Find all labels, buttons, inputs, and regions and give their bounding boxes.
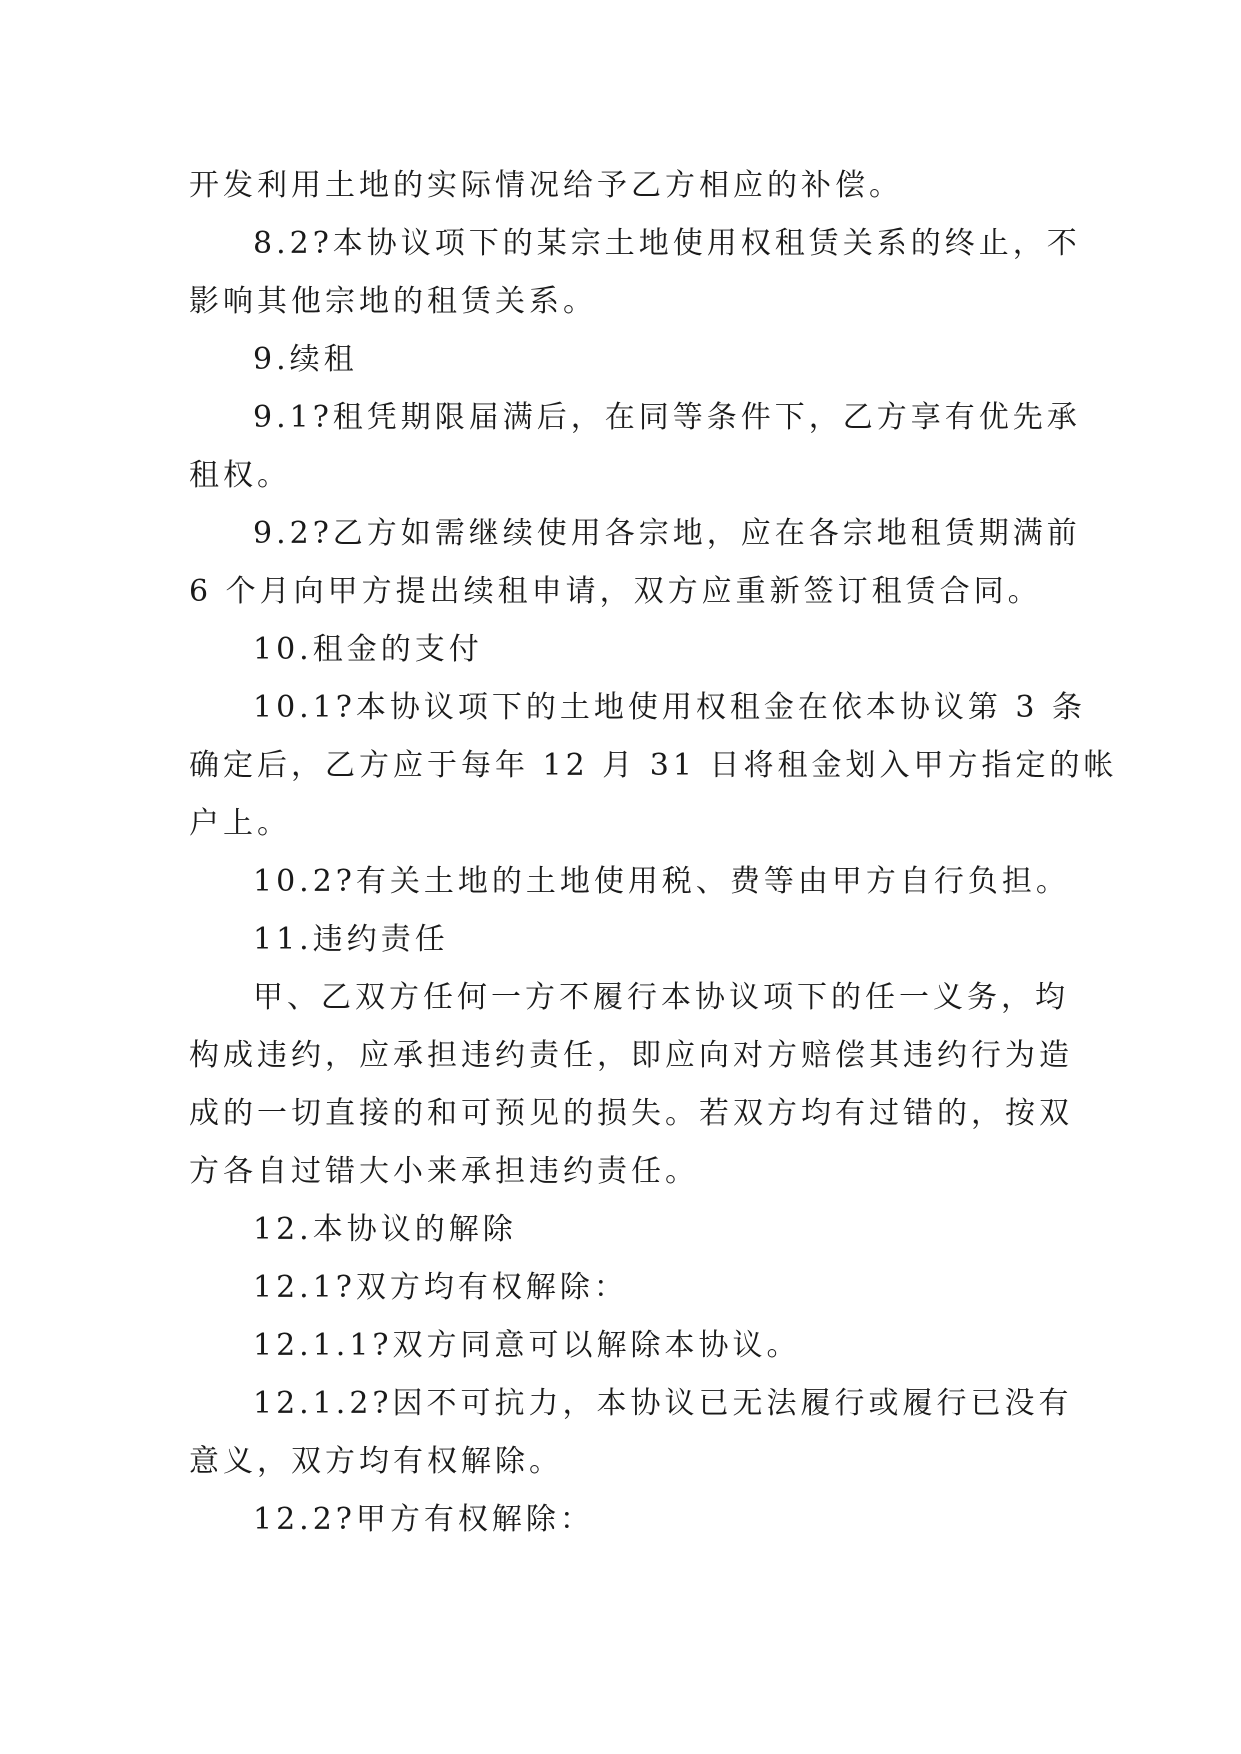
text-line: 12.1.1?双方同意可以解除本协议。	[253, 1328, 801, 1363]
text-line: 意义，双方均有权解除。	[189, 1444, 563, 1479]
text-line: 10.2?有关土地的土地使用税、费等由甲方自行负担。	[253, 864, 1070, 899]
text-line: 6 个月向甲方提出续租申请，双方应重新签订租赁合同。	[189, 574, 1042, 609]
text-line: 租权。	[189, 458, 291, 493]
text-line: 12.2?甲方有权解除：	[253, 1502, 594, 1537]
text-line: 11.违约责任	[253, 922, 449, 957]
text-line: 12.1.2?因不可抗力，本协议已无法履行或履行已没有	[253, 1386, 1073, 1421]
text-line: 开发利用土地的实际情况给予乙方相应的补偿。	[189, 168, 903, 203]
text-line: 12.1?双方均有权解除：	[253, 1270, 628, 1305]
text-line: 成的一切直接的和可预见的损失。若双方均有过错的，按双	[189, 1096, 1073, 1131]
text-line: 构成违约，应承担违约责任，即应向对方赔偿其违约行为造	[189, 1038, 1073, 1073]
text-line: 10.1?本协议项下的土地使用权租金在依本协议第 3 条	[253, 690, 1087, 725]
text-line: 8.2?本协议项下的某宗土地使用权租赁关系的终止，不	[253, 226, 1081, 261]
text-line: 确定后，乙方应于每年 12 月 31 日将租金划入甲方指定的帐	[189, 748, 1118, 783]
text-line: 12.本协议的解除	[253, 1212, 517, 1247]
text-line: 方各自过错大小来承担违约责任。	[189, 1154, 699, 1189]
text-line: 9.1?租凭期限届满后，在同等条件下，乙方享有优先承	[253, 400, 1081, 435]
document-body	[189, 157, 1118, 1549]
text-line: 10.租金的支付	[253, 632, 483, 667]
text-line: 户上。	[189, 806, 291, 841]
text-line: 甲、乙双方任何一方不履行本协议项下的任一义务，均	[253, 980, 1069, 1015]
text-line: 影响其他宗地的租赁关系。	[189, 284, 597, 319]
text-line: 9.2?乙方如需继续使用各宗地，应在各宗地租赁期满前	[253, 516, 1081, 551]
text-line: 9.续租	[253, 342, 358, 377]
